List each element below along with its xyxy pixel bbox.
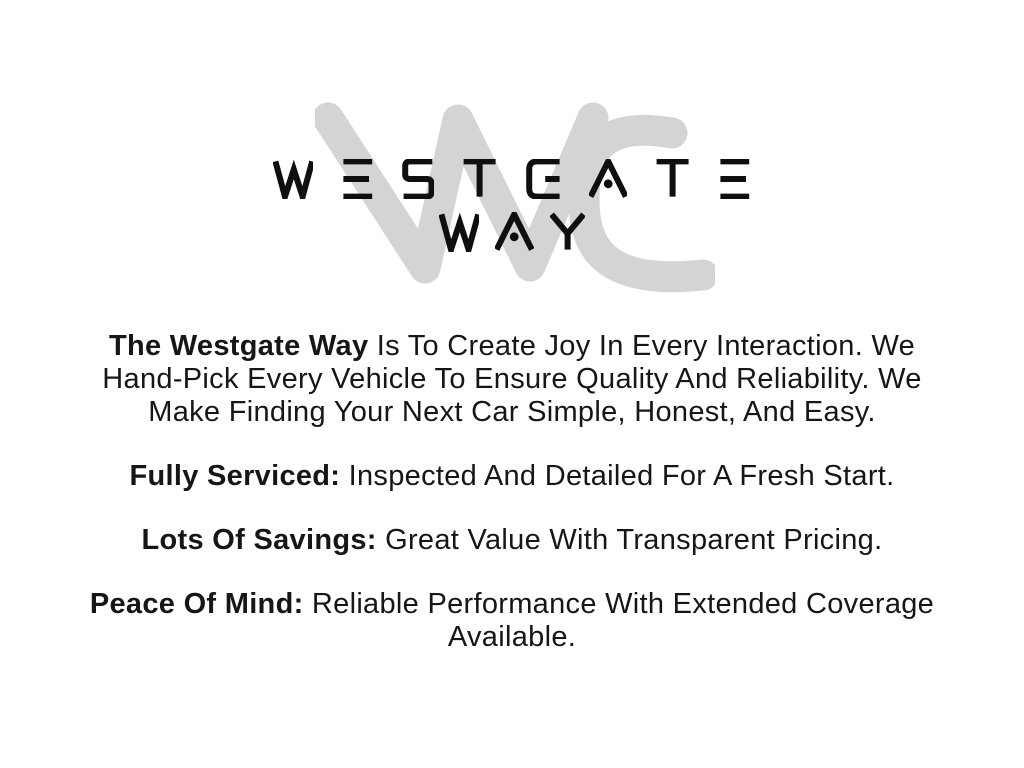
logo-letter-t — [462, 159, 497, 199]
brand-promise-copy — [28, 330, 996, 654]
logo-letter-w — [273, 159, 313, 199]
logo-letter-w — [439, 212, 479, 252]
body-text: Make Finding Your Next Car Simple, Honest, And Easy. — [148, 396, 876, 428]
body-text: Is To Create Joy In Every Interaction. We — [368, 330, 916, 362]
logo-letter-s — [402, 159, 435, 199]
body-text-bold: Peace Of Mind: — [89, 588, 304, 620]
logo-letter-a — [495, 212, 533, 252]
logo-letter-t — [655, 159, 690, 199]
text-line — [28, 396, 996, 429]
text-line — [28, 363, 996, 396]
logo-letter-g — [526, 159, 561, 199]
body-text: Great Value With Transparent Pricing. — [376, 524, 883, 556]
body-text: Reliable Performance With Extended Coverage — [303, 588, 935, 620]
watermark-letter-c — [584, 130, 703, 276]
paragraph-fully-serviced — [28, 460, 996, 493]
paragraph-peace-of-mind — [28, 588, 996, 654]
logo-letter-a — [589, 159, 627, 199]
logo-line-way — [0, 212, 1024, 252]
body-text-bold: The Westgate Way — [108, 330, 369, 362]
body-text: Inspected And Detailed For A Fresh Start. — [340, 460, 895, 492]
text-line — [28, 588, 996, 621]
paragraph-intro — [28, 330, 996, 429]
body-text-bold: Lots Of Savings: — [141, 524, 377, 556]
body-text: Available. — [447, 621, 577, 653]
text-line — [28, 621, 996, 654]
text-line — [28, 524, 996, 557]
logo-line-westgate — [0, 159, 1024, 199]
body-text: Hand-Pick Every Vehicle To Ensure Quality And Reliability. We — [102, 363, 922, 395]
paragraph-lots-of-savings — [28, 524, 996, 557]
logo-letter-e — [718, 159, 751, 199]
logo-letter-e — [341, 159, 374, 199]
text-line — [28, 330, 996, 363]
logo-letter-y — [550, 212, 585, 252]
text-line — [28, 460, 996, 493]
body-text-bold: Fully Serviced: — [129, 460, 341, 492]
wc-watermark-icon — [315, 102, 715, 297]
